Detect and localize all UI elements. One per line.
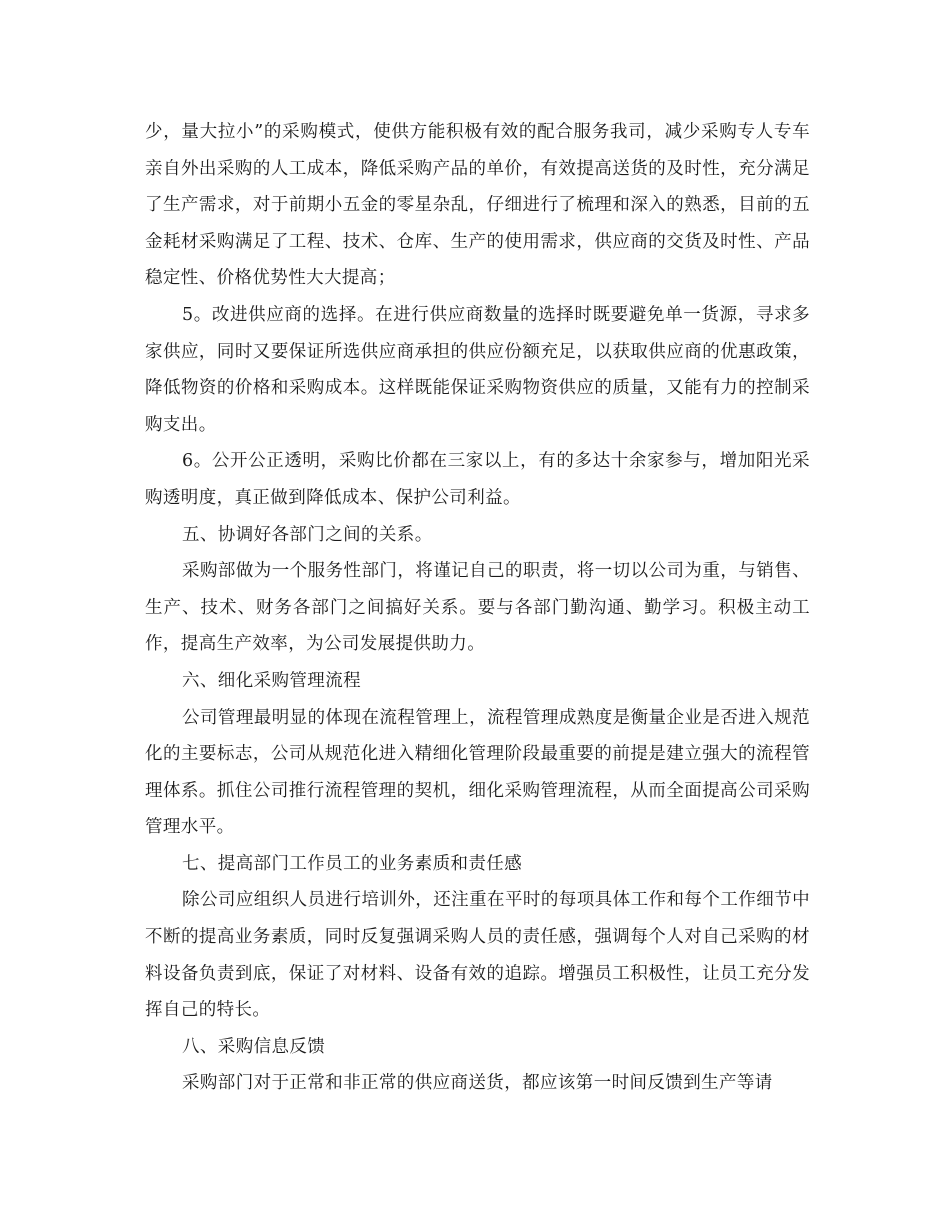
- heading-section-6: 六、细化采购管理流程: [182, 670, 361, 691]
- paragraph-info-feedback: 采购部门对于正常和非正常的供应商送货，都应该第一时间反馈到生产等请: [182, 1073, 773, 1094]
- document-page: [145, 114, 810, 1102]
- heading-section-8: 八、采购信息反馈: [182, 1036, 326, 1057]
- paragraph-staff-quality: 除公司应组织人员进行培训外，还注重在平时的每项具体工作和每个工作细节中不断的提高业务素质，同时反复强调采购人员的责任感，强调每个人对自己采购的材料设备负责到底，保证了对材料、设备有效的追踪。增强员工积极性，让员工充分发挥自己的特长。: [145, 890, 810, 1021]
- heading-section-7: 七、提高部门工作员工的业务素质和责任感: [182, 853, 523, 874]
- paragraph-supplier-selection: 5。改进供应商的选择。在进行供应商数量的选择时既要避免单一货源，寻求多家供应，同时又要保证所选供应商承担的供应份额充足，以获取供应商的优惠政策，降低物资的价格和采购成本。这样既能保证采购物资供应的质量，又能有力的控制采购支出。: [145, 304, 810, 435]
- heading-section-5: 五、协调好各部门之间的关系。: [182, 524, 433, 545]
- paragraph-department-relations: 采购部做为一个服务性部门，将谨记自己的职责，将一切以公司为重，与销售、生产、技术、财务各部门之间搞好关系。要与各部门勤沟通、勤学习。积极主动工作，提高生产效率，为公司发展提供助力。: [145, 561, 810, 655]
- paragraph-transparency: 6。公开公正透明，采购比价都在三家以上，有的多达十余家参与，增加阳光采购透明度，真正做到降低成本、保护公司利益。: [145, 451, 810, 508]
- paragraph-process-management: 公司管理最明显的体现在流程管理上，流程管理成熟度是衡量企业是否进入规范化的主要标志，公司从规范化进入精细化管理阶段最重要的前提是建立强大的流程管理体系。抓住公司推行流程管理的契机，细化采购管理流程，从而全面提高公司采购管理水平。: [145, 707, 810, 838]
- paragraph-continuation: 少，量大拉小”的采购模式，使供方能积极有效的配合服务我司，减少采购专人专车亲自外出采购的人工成本，降低采购产品的单价，有效提高送货的及时性，充分满足了生产需求，对于前期小五金的零星杂乱，仔细进行了梳理和深入的熟悉，目前的五金耗材采购满足了工程、技术、仓库、生产的使用需求，供应商的交货及时性、产品稳定性、价格优势性大大提高；: [145, 122, 810, 289]
